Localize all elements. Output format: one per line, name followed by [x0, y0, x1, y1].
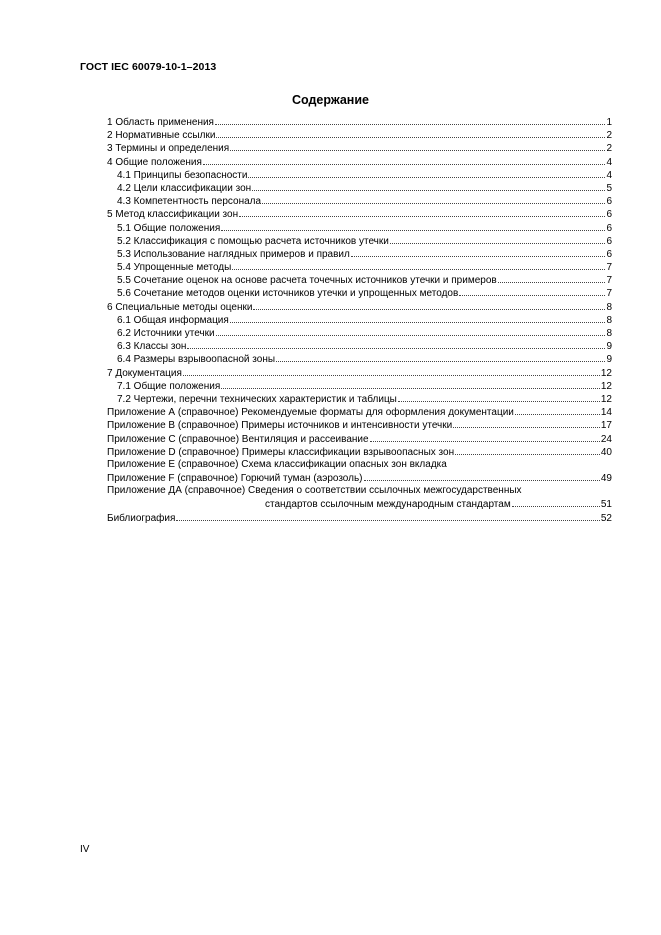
toc-entry-page: 8 [606, 314, 612, 326]
dot-leader [230, 313, 606, 323]
toc-entry[interactable] [107, 207, 612, 220]
toc-entry[interactable] [107, 352, 612, 365]
dot-leader [176, 511, 599, 521]
dot-leader [515, 405, 600, 415]
dot-leader [216, 128, 605, 138]
dot-leader [252, 181, 605, 191]
toc-entry[interactable] [107, 392, 612, 405]
toc-entry[interactable] [107, 115, 612, 128]
toc-entry[interactable] [107, 313, 612, 326]
toc-entry[interactable] [107, 247, 612, 260]
dot-leader [364, 471, 600, 481]
dot-leader [232, 260, 605, 270]
toc-entry[interactable] [107, 379, 612, 392]
toc-entry-page: 6 [606, 209, 612, 221]
toc-entry-title: 3 Термины и определения [107, 143, 230, 155]
toc-entry-title: 5.3 Использование наглядных примеров и правил [117, 248, 350, 260]
dot-leader [187, 339, 605, 349]
dot-leader [216, 326, 606, 336]
toc-entry[interactable] [107, 234, 612, 247]
toc-entry[interactable] [107, 300, 612, 313]
toc-entry[interactable] [107, 497, 612, 510]
toc-entry[interactable] [107, 194, 612, 207]
dot-leader [262, 194, 605, 204]
dot-leader [230, 141, 605, 151]
toc-entry-page: 4 [606, 156, 612, 168]
toc-entry[interactable] [107, 458, 612, 471]
toc-entry-page: 6 [606, 222, 612, 234]
dot-leader [276, 352, 605, 362]
toc-entry-page: 6 [606, 248, 612, 260]
toc-entry-title: 5.4 Упрощенные методы [117, 262, 232, 274]
toc-entry-page: 12 [600, 380, 612, 392]
toc-entry-title: Приложение ДА (справочное) Сведения о соответствии ссылочных межгосударственных [107, 485, 522, 497]
dot-leader [248, 168, 605, 178]
toc-entry-page: 1 [606, 117, 612, 128]
toc-entry[interactable] [107, 445, 612, 458]
toc-entry[interactable] [107, 432, 612, 445]
toc-entry-page: 9 [606, 354, 612, 366]
toc-entry[interactable] [107, 128, 612, 141]
standard-designation: ГОСТ IEC 60079-10-1–2013 [80, 61, 217, 73]
toc-entry-page: 51 [600, 499, 612, 511]
toc-entry[interactable] [107, 273, 612, 286]
toc-entry-title: Приложение E (справочное) Схема классификации опасных зон вкладка [107, 458, 447, 470]
toc-entry-title: 4.2 Цели классификации зон [117, 182, 252, 194]
toc-entry-page: 2 [606, 143, 612, 155]
toc-entry-title: 4.1 Принципы безопасности [117, 169, 248, 181]
toc-entry-page: 8 [606, 301, 612, 313]
toc-entry[interactable] [107, 181, 612, 194]
toc-entry-page: 40 [600, 446, 612, 458]
toc-entry-title: 5.2 Классификация с помощью расчета источников утечки [117, 235, 389, 247]
toc-entry-page: 6 [606, 235, 612, 247]
toc-entry-page: 6 [606, 196, 612, 208]
toc-entry-page: 12 [600, 367, 612, 379]
toc-entry[interactable] [107, 168, 612, 181]
toc-entry[interactable] [107, 141, 612, 154]
toc-entry-title: Приложение D (справочное) Примеры классификации взрывоопасных зон [107, 446, 455, 458]
dot-leader [512, 497, 600, 507]
toc-title: Содержание [291, 93, 369, 107]
dot-leader [351, 247, 606, 257]
dot-leader [398, 392, 600, 402]
dot-leader [183, 366, 600, 376]
toc-entry-title: 6.4 Размеры взрывоопасной зоны [117, 354, 276, 366]
toc-entry-title: Приложение С (справочное) Вентиляция и рассеивание [107, 433, 369, 445]
toc-entry-title: 7.2 Чертежи, перечни технических характеристик и таблицы [117, 393, 397, 405]
toc-entry[interactable] [107, 418, 612, 431]
toc-entry-title: 4.3 Компетентность персонала [117, 196, 262, 208]
toc-entry-title: Приложение В (справочное) Примеры источников и интенсивности утечки [107, 420, 453, 432]
toc-entry[interactable] [107, 260, 612, 273]
dot-leader [253, 300, 605, 310]
toc-entry-title: 5.6 Сочетание методов оценки источников утечки и упрощенных методов [117, 288, 459, 300]
toc-entry-title: Приложение F (справочное) Горючий туман (аэрозоль) [107, 473, 363, 485]
toc-entry-page: 9 [606, 341, 612, 353]
toc-entry[interactable] [107, 155, 612, 168]
dot-leader [221, 221, 605, 231]
toc-entry-title: Приложение А (справочное) Рекомендуемые форматы для оформления документации [107, 407, 514, 419]
toc-entry-title: 5.1 Общие положения [117, 222, 221, 234]
toc-entry[interactable] [107, 484, 612, 497]
toc-entry-page: 5 [606, 182, 612, 194]
toc-entry-title: 2 Нормативные ссылки [107, 130, 216, 142]
toc-entry-page: 4 [606, 169, 612, 181]
toc-entry-page: 7 [606, 288, 612, 300]
toc-entry-page: 12 [600, 393, 612, 405]
dot-leader [215, 115, 605, 125]
toc-entry-title: стандартов ссылочным международным стандартам [265, 499, 511, 511]
page-number: IV [80, 844, 90, 855]
toc-entry-page: 7 [606, 262, 612, 274]
toc-entry-page: 2 [606, 130, 612, 142]
dot-leader [221, 379, 600, 389]
dot-leader [239, 207, 605, 217]
toc-entry-title: 6.2 Источники утечки [117, 328, 215, 339]
toc-entry[interactable] [107, 511, 612, 524]
toc-entry-title: 7 Документация [107, 367, 182, 379]
dot-leader [455, 445, 600, 455]
toc-entry-title: 7.1 Общие положения [117, 380, 221, 392]
toc-entry[interactable] [107, 471, 612, 484]
table-of-contents [107, 115, 612, 524]
dot-leader [453, 418, 600, 428]
toc-entry-page: 24 [600, 433, 612, 445]
dot-leader [203, 155, 606, 165]
dot-leader [370, 432, 600, 442]
dot-leader [459, 286, 605, 296]
toc-entry[interactable] [107, 326, 612, 339]
toc-entry[interactable] [107, 286, 612, 299]
toc-entry-title: 4 Общие положения [107, 156, 202, 168]
toc-entry-page: 14 [600, 407, 612, 419]
toc-entry[interactable] [107, 221, 612, 234]
toc-entry[interactable] [107, 339, 612, 352]
toc-entry-page: 17 [600, 420, 612, 432]
toc-entry-title: Библиография [107, 512, 176, 524]
toc-entry-page: 7 [606, 275, 612, 287]
toc-entry-page: 8 [606, 328, 612, 339]
dot-leader [390, 234, 606, 244]
toc-entry-title: 6.3 Классы зон [117, 341, 187, 353]
toc-entry-title: 5.5 Сочетание оценок на основе расчета точечных источников утечки и примеров [117, 275, 497, 287]
toc-entry-title: 5 Метод классификации зон [107, 209, 239, 221]
dot-leader [498, 273, 606, 283]
toc-entry[interactable] [107, 366, 612, 379]
toc-entry-title: 6 Специальные методы оценки [107, 301, 253, 313]
toc-entry-page: 52 [600, 512, 612, 524]
toc-entry-page: 49 [600, 473, 612, 485]
toc-entry-title: 6.1 Общая информация [117, 314, 229, 326]
toc-entry-title: 1 Область применения [107, 117, 214, 128]
toc-entry[interactable] [107, 405, 612, 418]
